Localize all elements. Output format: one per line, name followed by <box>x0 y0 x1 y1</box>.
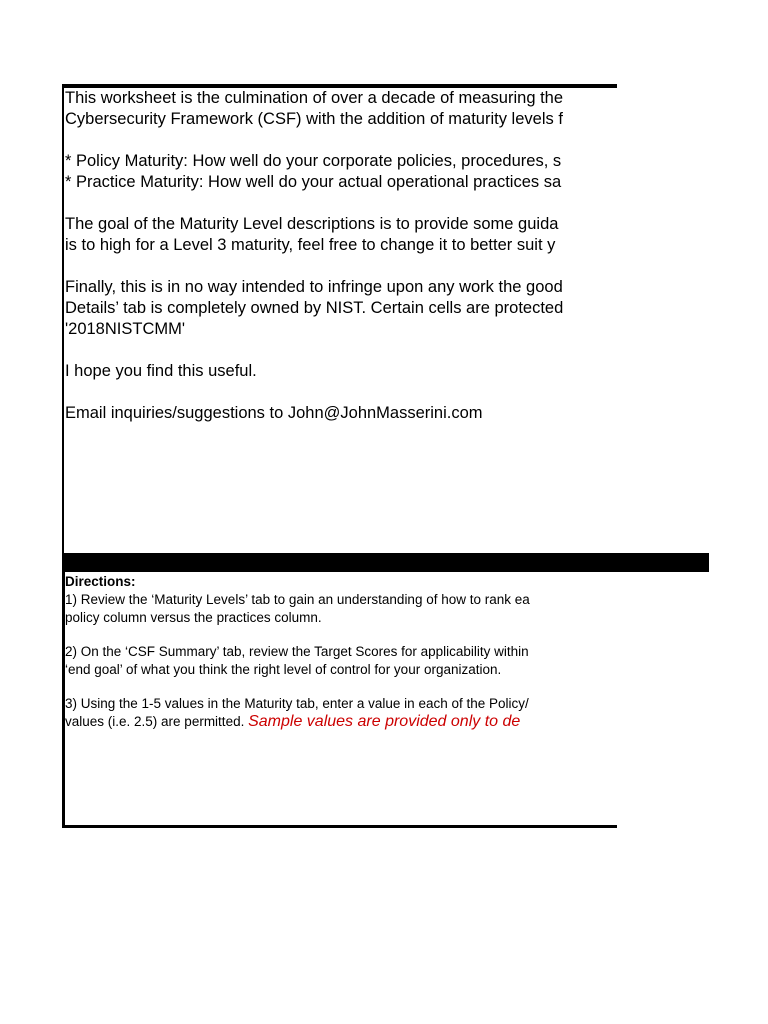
intro-line: * Practice Maturity: How well do your actual operational practices sa <box>65 173 562 191</box>
direction-step-line <box>65 713 617 731</box>
directions-heading: Directions: <box>65 574 136 589</box>
direction-step-line: 1) Review the ‘Maturity Levels’ tab to gain an understanding of how to rank ea <box>65 592 530 607</box>
intro-left-border <box>62 86 64 554</box>
blank-line <box>65 130 617 151</box>
direction-step-line: policy column versus the practices column. <box>65 610 322 625</box>
intro-line: Cybersecurity Framework (CSF) with the addition of maturity levels f <box>65 110 563 128</box>
section-divider-bar <box>62 553 709 572</box>
direction-step-line: 3) Using the 1-5 values in the Maturity tab, enter a value in each of the Policy/ <box>65 696 529 711</box>
intro-line: * Policy Maturity: How well do your corporate policies, procedures, s <box>65 152 562 170</box>
blank-line <box>65 627 617 643</box>
blank-line <box>65 256 617 277</box>
intro-text-cell[interactable] <box>65 88 617 548</box>
sample-values-note: Sample values are provided only to de <box>248 713 521 730</box>
direction-step-line: 2) On the ‘CSF Summary’ tab, review the Target Scores for applicability within <box>65 644 529 659</box>
direction-step-line: ‘end goal’ of what you think the right level of control for your organization. <box>65 662 502 677</box>
intro-line: The goal of the Maturity Level descriptions is to provide some guida <box>65 215 559 233</box>
blank-line <box>65 679 617 695</box>
intro-line: Details’ tab is completely owned by NIST. Certain cells are protected <box>65 299 564 317</box>
intro-email-line: Email inquiries/suggestions to John@JohnMasserini.com <box>65 404 483 422</box>
direction-step-text: values (i.e. 2.5) are permitted. <box>65 714 245 729</box>
blank-line <box>65 340 617 361</box>
intro-line: Finally, this is in no way intended to infringe upon any work the good <box>65 278 563 296</box>
intro-line: I hope you find this useful. <box>65 362 257 380</box>
directions-text-cell[interactable] <box>65 573 617 743</box>
intro-line: '2018NISTCMM' <box>65 320 185 338</box>
intro-line: This worksheet is the culmination of over a decade of measuring the <box>65 89 564 107</box>
blank-line <box>65 193 617 214</box>
intro-line: is to high for a Level 3 maturity, feel free to change it to better suit y <box>65 236 556 254</box>
blank-line <box>65 382 617 403</box>
